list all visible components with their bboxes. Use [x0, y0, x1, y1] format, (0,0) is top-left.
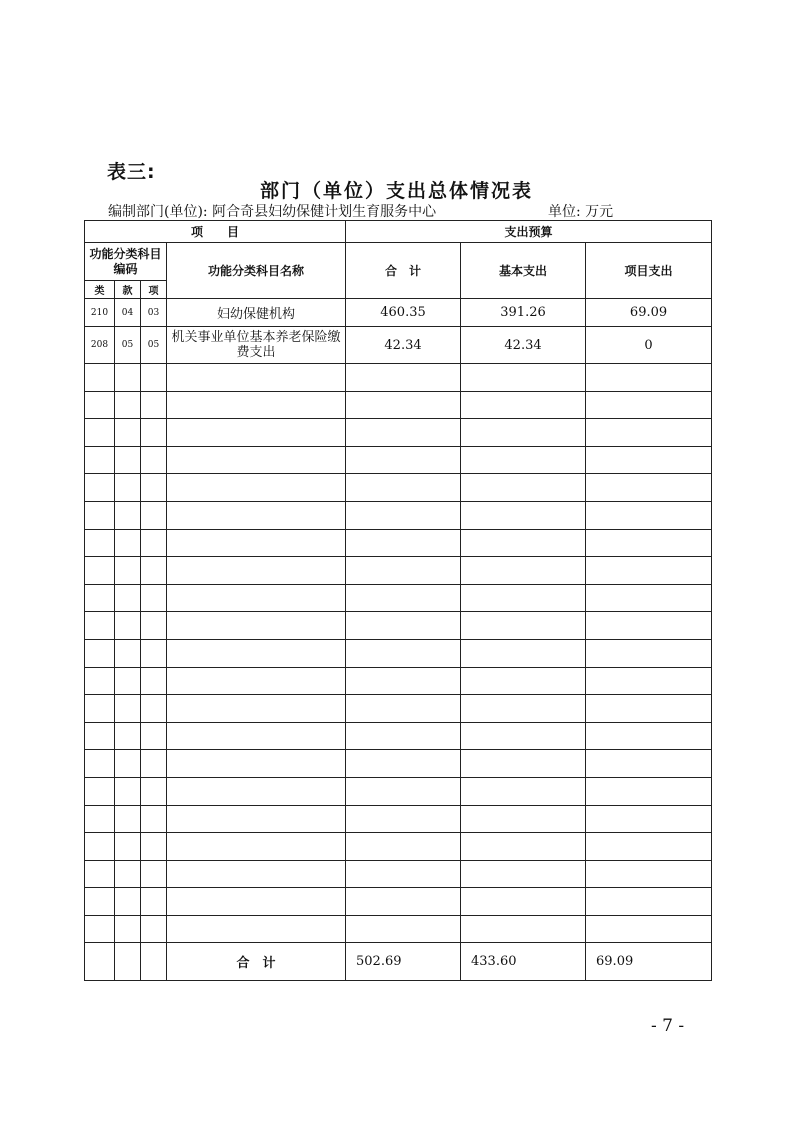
empty-cell [115, 888, 141, 916]
row-project: 0 [586, 327, 712, 364]
empty-cell [115, 667, 141, 695]
empty-cell [85, 750, 115, 778]
row-project: 69.09 [586, 299, 712, 327]
empty-cell [586, 722, 712, 750]
empty-cell [167, 805, 346, 833]
empty-cell [461, 695, 586, 723]
empty-cell [586, 364, 712, 392]
empty-cell [115, 419, 141, 447]
empty-cell [586, 915, 712, 943]
row-basic: 42.34 [461, 327, 586, 364]
summary-row [85, 943, 712, 981]
empty-cell [141, 639, 167, 667]
empty-row [85, 888, 712, 916]
empty-cell [586, 446, 712, 474]
basic-header: 基本支出 [461, 243, 586, 299]
xiang-header: 项 [141, 281, 167, 299]
kuan-header: 款 [115, 281, 141, 299]
empty-cell [586, 667, 712, 695]
empty-cell [141, 419, 167, 447]
empty-cell [85, 805, 115, 833]
empty-cell [115, 364, 141, 392]
empty-cell [115, 805, 141, 833]
empty-cell [115, 639, 141, 667]
empty-cell [141, 557, 167, 585]
empty-cell [85, 584, 115, 612]
empty-cell [346, 474, 461, 502]
empty-cell [461, 860, 586, 888]
empty-cell [461, 805, 586, 833]
empty-cell [461, 612, 586, 640]
empty-row [85, 584, 712, 612]
empty-cell [346, 584, 461, 612]
empty-cell [85, 777, 115, 805]
empty-cell [141, 501, 167, 529]
row-kuan: 05 [115, 327, 141, 364]
empty-cell [461, 915, 586, 943]
empty-cell [141, 777, 167, 805]
empty-cell [586, 391, 712, 419]
empty-cell [167, 722, 346, 750]
empty-cell [346, 419, 461, 447]
empty-cell [115, 777, 141, 805]
empty-row [85, 501, 712, 529]
empty-cell [167, 667, 346, 695]
empty-cell [346, 860, 461, 888]
empty-cell [461, 750, 586, 778]
empty-cell [461, 888, 586, 916]
empty-cell [85, 639, 115, 667]
empty-cell [141, 833, 167, 861]
empty-cell [85, 612, 115, 640]
empty-cell [586, 501, 712, 529]
empty-cell [141, 722, 167, 750]
empty-row [85, 860, 712, 888]
empty-cell [115, 446, 141, 474]
empty-cell [141, 364, 167, 392]
empty-cell [461, 557, 586, 585]
empty-cell [461, 722, 586, 750]
empty-cell [115, 860, 141, 888]
empty-cell [167, 777, 346, 805]
empty-cell [141, 860, 167, 888]
empty-cell [346, 888, 461, 916]
empty-cell [346, 391, 461, 419]
empty-row [85, 419, 712, 447]
header-row-2 [85, 243, 712, 281]
empty-cell [141, 750, 167, 778]
empty-cell [346, 639, 461, 667]
empty-cell [85, 722, 115, 750]
empty-cell [115, 833, 141, 861]
empty-cell [461, 446, 586, 474]
empty-row [85, 915, 712, 943]
empty-row [85, 722, 712, 750]
func-code-header: 功能分类科目编码 [85, 243, 167, 281]
empty-cell [167, 391, 346, 419]
table-row [85, 327, 712, 364]
empty-cell [167, 915, 346, 943]
empty-cell [586, 612, 712, 640]
empty-cell [167, 695, 346, 723]
empty-cell [115, 557, 141, 585]
empty-cell [586, 750, 712, 778]
lei-header: 类 [85, 281, 115, 299]
empty-cell [85, 833, 115, 861]
empty-cell [586, 419, 712, 447]
empty-cell [167, 419, 346, 447]
budget-header: 支出预算 [346, 221, 712, 243]
empty-cell [461, 419, 586, 447]
empty-cell [167, 501, 346, 529]
empty-cell [115, 722, 141, 750]
summary-basic: 433.60 [461, 943, 586, 981]
empty-cell [85, 419, 115, 447]
empty-cell [461, 364, 586, 392]
empty-cell [461, 474, 586, 502]
row-basic: 391.26 [461, 299, 586, 327]
summary-empty-cell [141, 943, 167, 981]
row-lei: 210 [85, 299, 115, 327]
row-lei: 208 [85, 327, 115, 364]
unit-info: 单位: 万元 [548, 204, 614, 220]
empty-cell [85, 888, 115, 916]
empty-cell [115, 474, 141, 502]
empty-cell [141, 888, 167, 916]
department-info: 编制部门(单位): 阿合奇县妇幼保健计划生育服务中心 [108, 204, 437, 220]
row-name: 妇幼保健机构 [167, 299, 346, 327]
table-label: 表三: [107, 161, 156, 183]
empty-cell [346, 695, 461, 723]
empty-cell [346, 501, 461, 529]
empty-cell [167, 584, 346, 612]
empty-cell [115, 529, 141, 557]
empty-cell [115, 750, 141, 778]
total-header: 合 计 [346, 243, 461, 299]
empty-row [85, 557, 712, 585]
empty-cell [346, 446, 461, 474]
empty-cell [115, 501, 141, 529]
row-xiang: 05 [141, 327, 167, 364]
empty-cell [85, 557, 115, 585]
empty-cell [346, 529, 461, 557]
page-number: - 7 - [651, 1016, 685, 1036]
empty-cell [141, 474, 167, 502]
row-name: 机关事业单位基本养老保险缴费支出 [167, 327, 346, 364]
empty-cell [346, 557, 461, 585]
row-total: 460.35 [346, 299, 461, 327]
empty-cell [85, 667, 115, 695]
empty-cell [85, 529, 115, 557]
empty-cell [586, 833, 712, 861]
empty-row [85, 695, 712, 723]
empty-cell [167, 639, 346, 667]
empty-cell [115, 584, 141, 612]
empty-cell [346, 805, 461, 833]
empty-cell [461, 529, 586, 557]
empty-cell [586, 557, 712, 585]
empty-cell [461, 501, 586, 529]
empty-cell [141, 612, 167, 640]
empty-cell [586, 860, 712, 888]
empty-cell [461, 777, 586, 805]
header-row-1 [85, 221, 712, 243]
empty-cell [586, 639, 712, 667]
row-total: 42.34 [346, 327, 461, 364]
empty-cell [461, 639, 586, 667]
empty-row [85, 612, 712, 640]
summary-empty-cell [85, 943, 115, 981]
empty-row [85, 474, 712, 502]
empty-cell [167, 750, 346, 778]
empty-cell [346, 777, 461, 805]
empty-row [85, 391, 712, 419]
empty-cell [141, 529, 167, 557]
empty-cell [85, 695, 115, 723]
empty-cell [167, 364, 346, 392]
empty-cell [586, 474, 712, 502]
empty-cell [85, 446, 115, 474]
empty-cell [141, 667, 167, 695]
project-exp-header: 项目支出 [586, 243, 712, 299]
empty-row [85, 833, 712, 861]
expenditure-table [84, 220, 712, 981]
empty-cell [167, 833, 346, 861]
empty-row [85, 639, 712, 667]
empty-cell [586, 805, 712, 833]
empty-cell [461, 391, 586, 419]
empty-row [85, 446, 712, 474]
empty-cell [461, 667, 586, 695]
row-xiang: 03 [141, 299, 167, 327]
empty-row [85, 667, 712, 695]
summary-total: 502.69 [346, 943, 461, 981]
empty-cell [346, 750, 461, 778]
empty-cell [85, 915, 115, 943]
empty-cell [85, 391, 115, 419]
empty-cell [115, 612, 141, 640]
empty-cell [346, 612, 461, 640]
empty-row [85, 805, 712, 833]
empty-cell [115, 915, 141, 943]
empty-row [85, 529, 712, 557]
empty-cell [85, 501, 115, 529]
empty-cell [167, 529, 346, 557]
page-title: 部门（单位）支出总体情况表 [259, 180, 533, 202]
empty-cell [167, 888, 346, 916]
empty-cell [346, 667, 461, 695]
empty-cell [85, 474, 115, 502]
empty-cell [141, 915, 167, 943]
empty-cell [141, 695, 167, 723]
empty-cell [586, 888, 712, 916]
empty-cell [346, 915, 461, 943]
func-name-header: 功能分类科目名称 [167, 243, 346, 299]
empty-cell [167, 474, 346, 502]
summary-empty-cell [115, 943, 141, 981]
empty-cell [141, 391, 167, 419]
table-row [85, 299, 712, 327]
empty-cell [167, 557, 346, 585]
project-header: 项 目 [85, 221, 346, 243]
empty-cell [586, 529, 712, 557]
empty-cell [167, 860, 346, 888]
empty-cell [346, 722, 461, 750]
empty-cell [85, 364, 115, 392]
empty-cell [586, 777, 712, 805]
empty-cell [346, 833, 461, 861]
empty-row [85, 364, 712, 392]
empty-cell [461, 833, 586, 861]
empty-row [85, 777, 712, 805]
empty-cell [167, 446, 346, 474]
summary-project: 69.09 [586, 943, 712, 981]
empty-cell [586, 584, 712, 612]
empty-cell [85, 860, 115, 888]
empty-cell [167, 612, 346, 640]
empty-cell [461, 584, 586, 612]
empty-cell [115, 695, 141, 723]
empty-cell [141, 446, 167, 474]
row-kuan: 04 [115, 299, 141, 327]
empty-row [85, 750, 712, 778]
empty-cell [586, 695, 712, 723]
summary-label: 合 计 [167, 943, 346, 981]
empty-cell [141, 584, 167, 612]
empty-cell [115, 391, 141, 419]
empty-cell [141, 805, 167, 833]
empty-cell [346, 364, 461, 392]
